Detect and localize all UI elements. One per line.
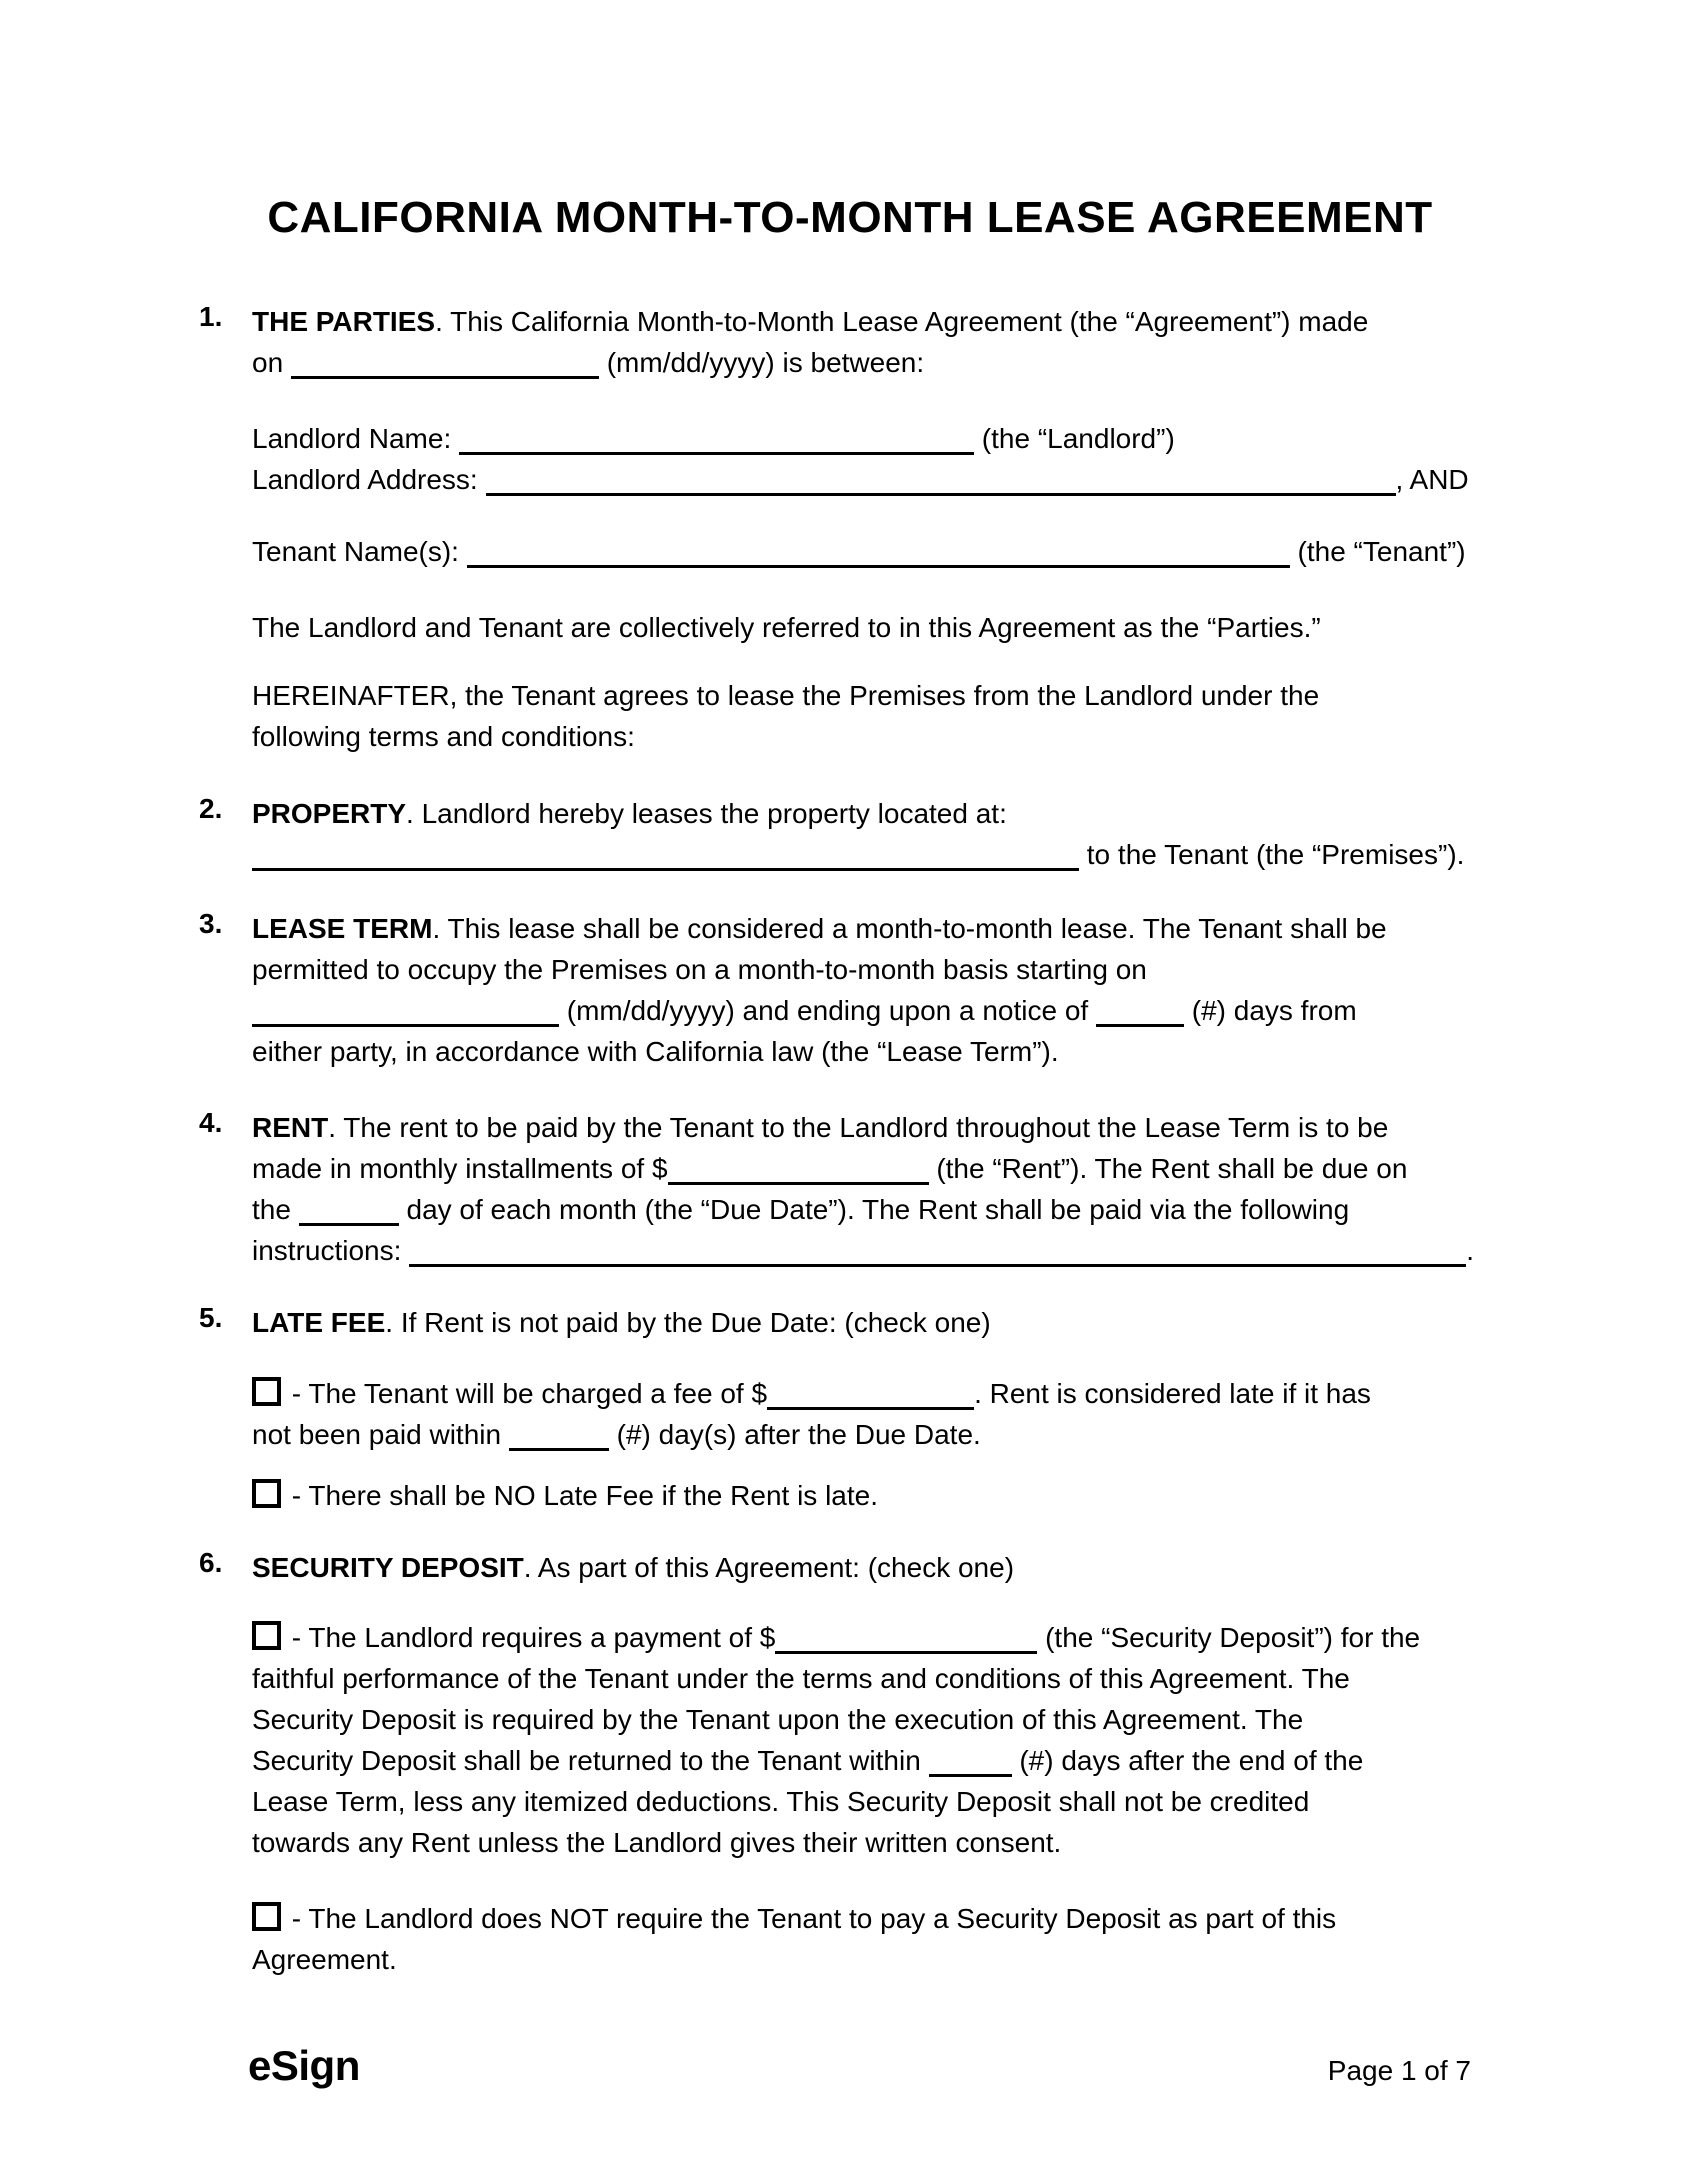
landlord-address-blank-field[interactable] (486, 463, 1396, 496)
no-late-fee-checkbox[interactable] (252, 1479, 281, 1508)
text-run: - The Landlord requires a payment of $ (291, 1622, 776, 1653)
text-run: Agreement. (252, 1944, 397, 1975)
section-late-fee (199, 1302, 991, 1343)
text-run: (the “Tenant”) (1297, 536, 1466, 567)
text-run: on (252, 347, 284, 378)
tenant-name-line (252, 531, 1469, 572)
text-run: day of each month (the “Due Date”). The Rent shall be paid via the following (406, 1194, 1350, 1225)
page-number: Page 1 of 7 (1327, 2055, 1471, 2086)
payment-instructions-blank-field[interactable] (409, 1234, 1466, 1267)
no-deposit-checkbox[interactable] (252, 1902, 281, 1931)
late-fee-option-charged (252, 1373, 1371, 1455)
text-line (252, 1781, 1420, 1822)
text-run: not been paid within (252, 1419, 502, 1450)
hereinafter-clause (252, 675, 1319, 757)
text-line (252, 1373, 1371, 1414)
section-number: 4. (199, 1107, 223, 1138)
text-line (252, 607, 1321, 648)
section-heading: THE PARTIES (252, 306, 436, 337)
text-line (252, 1547, 1014, 1588)
section-rent (199, 1107, 1474, 1271)
text-line (252, 1148, 1474, 1189)
deposit-return-days-blank-field[interactable] (929, 1744, 1012, 1777)
deposit-required-checkbox[interactable] (252, 1621, 281, 1650)
text-run: (#) days after the end of the (1019, 1745, 1364, 1776)
section-heading: SECURITY DEPOSIT (252, 1552, 524, 1583)
text-run: following terms and conditions: (252, 721, 635, 752)
text-run: towards any Rent unless the Landlord gives their written consent. (252, 1827, 1062, 1858)
text-run: . Rent is considered late if it has (974, 1378, 1371, 1409)
text-line (252, 1617, 1420, 1658)
text-run: either party, in accordance with California law (the “Lease Term”). (252, 1036, 1059, 1067)
text-run: Lease Term, less any itemized deductions. This Security Deposit shall not be credited (252, 1786, 1310, 1817)
security-deposit-option-required (252, 1617, 1420, 1863)
notice-days-blank-field[interactable] (1096, 994, 1184, 1027)
landlord-name-blank-field[interactable] (459, 422, 974, 455)
section-number: 6. (199, 1547, 223, 1578)
section-the-parties (199, 301, 1369, 383)
property-address-blank-field[interactable] (252, 838, 1079, 871)
text-line (252, 949, 1387, 990)
text-line (252, 1189, 1474, 1230)
text-line (252, 1822, 1420, 1863)
text-run: , AND (1395, 464, 1469, 495)
section-heading: LATE FEE (252, 1307, 386, 1338)
text-run: made in monthly installments of $ (252, 1153, 668, 1184)
page-footer (248, 2042, 1471, 2090)
text-run: permitted to occupy the Premises on a month-to-month basis starting on (252, 954, 1147, 985)
text-run: the (252, 1194, 291, 1225)
section-heading: LEASE TERM (252, 913, 433, 944)
parties-note (252, 607, 1321, 648)
text-run: (the “Rent”). The Rent shall be due on (936, 1153, 1408, 1184)
section-number: 1. (199, 301, 223, 332)
late-days-blank-field[interactable] (509, 1418, 609, 1451)
text-line (252, 1107, 1474, 1148)
late-fee-option-none (252, 1475, 878, 1516)
text-run: . The rent to be paid by the Tenant to the Landlord throughout the Lease Term is to be (328, 1112, 1389, 1143)
text-line (252, 908, 1387, 949)
text-run: (#) day(s) after the Due Date. (616, 1419, 981, 1450)
text-line (252, 1414, 1371, 1455)
tenant-name-blank-field[interactable] (467, 535, 1290, 568)
text-line (252, 834, 1464, 875)
text-line (252, 1031, 1387, 1072)
text-run: - The Tenant will be charged a fee of $ (291, 1378, 768, 1409)
field-label: Tenant Name(s): (252, 536, 459, 567)
text-line (252, 1740, 1420, 1781)
text-line (252, 793, 1464, 834)
due-day-blank-field[interactable] (299, 1193, 399, 1226)
text-run: - There shall be NO Late Fee if the Rent is late. (291, 1480, 879, 1511)
landlord-name-line (252, 418, 1469, 459)
start-date-blank-field[interactable] (252, 994, 559, 1027)
section-heading: RENT (252, 1112, 329, 1143)
text-line (252, 1898, 1336, 1939)
text-line (252, 675, 1319, 716)
text-run: . As part of this Agreement: (check one) (523, 1552, 1015, 1583)
text-run: faithful performance of the Tenant under the terms and conditions of this Agreement. The (252, 1663, 1350, 1694)
text-run: Security Deposit shall be returned to the Tenant within (252, 1745, 921, 1776)
security-deposit-option-none (252, 1898, 1336, 1980)
text-run: Security Deposit is required by the Tenant upon the execution of this Agreement. The (252, 1704, 1304, 1735)
section-lease-term (199, 908, 1387, 1072)
text-run: The Landlord and Tenant are collectively referred to in this Agreement as the “Parties.” (252, 612, 1321, 643)
text-line (252, 1475, 878, 1516)
page-title: CALIFORNIA MONTH-TO-MONTH LEASE AGREEMENT (267, 193, 1433, 242)
text-line (252, 1699, 1420, 1740)
late-fee-amount-blank-field[interactable] (767, 1377, 974, 1410)
text-line (252, 1939, 1336, 1980)
text-line (252, 301, 1368, 342)
text-run: . If Rent is not paid by the Due Date: (check one) (385, 1307, 991, 1338)
text-run: HEREINAFTER, the Tenant agrees to lease the Premises from the Landlord under the (252, 680, 1320, 711)
section-heading: PROPERTY (252, 798, 407, 829)
text-run: . (1466, 1235, 1474, 1266)
text-line (252, 1658, 1420, 1699)
text-line (252, 1302, 991, 1343)
field-label: Landlord Address: (252, 464, 478, 495)
text-run: (#) days from (1191, 995, 1357, 1026)
text-run: . Landlord hereby leases the property located at: (406, 798, 1007, 829)
text-run: . This California Month-to-Month Lease Agreement (the “Agreement”) made (435, 306, 1369, 337)
text-line (252, 716, 1319, 757)
text-run: (the “Landlord”) (981, 423, 1175, 454)
text-run: - The Landlord does NOT require the Tenant to pay a Security Deposit as part of this (291, 1903, 1337, 1934)
text-run: (mm/dd/yyyy) and ending upon a notice of (566, 995, 1089, 1026)
agreement-date-blank-field[interactable] (291, 346, 599, 379)
section-property (199, 793, 1465, 875)
text-line (252, 1230, 1474, 1271)
esign-logo: eSign (248, 2042, 360, 2089)
text-run: instructions: (252, 1235, 402, 1266)
text-line (252, 342, 1368, 383)
field-label: Landlord Name: (252, 423, 452, 454)
text-line (252, 990, 1387, 1031)
section-number: 5. (199, 1302, 223, 1333)
text-run: to the Tenant (the “Premises”). (1086, 839, 1465, 870)
section-number: 3. (199, 908, 223, 939)
rent-amount-blank-field[interactable] (668, 1152, 929, 1185)
landlord-address-line (252, 459, 1469, 500)
text-run: (the “Security Deposit”) for the (1045, 1622, 1421, 1653)
section-security-deposit (199, 1547, 1015, 1588)
text-run: (mm/dd/yyyy) is between: (606, 347, 925, 378)
party-fields-block (252, 418, 1469, 572)
late-fee-charged-checkbox[interactable] (252, 1377, 281, 1406)
text-run: . This lease shall be considered a month-to-month lease. The Tenant shall be (432, 913, 1387, 944)
section-number: 2. (199, 793, 223, 824)
deposit-amount-blank-field[interactable] (775, 1621, 1037, 1654)
